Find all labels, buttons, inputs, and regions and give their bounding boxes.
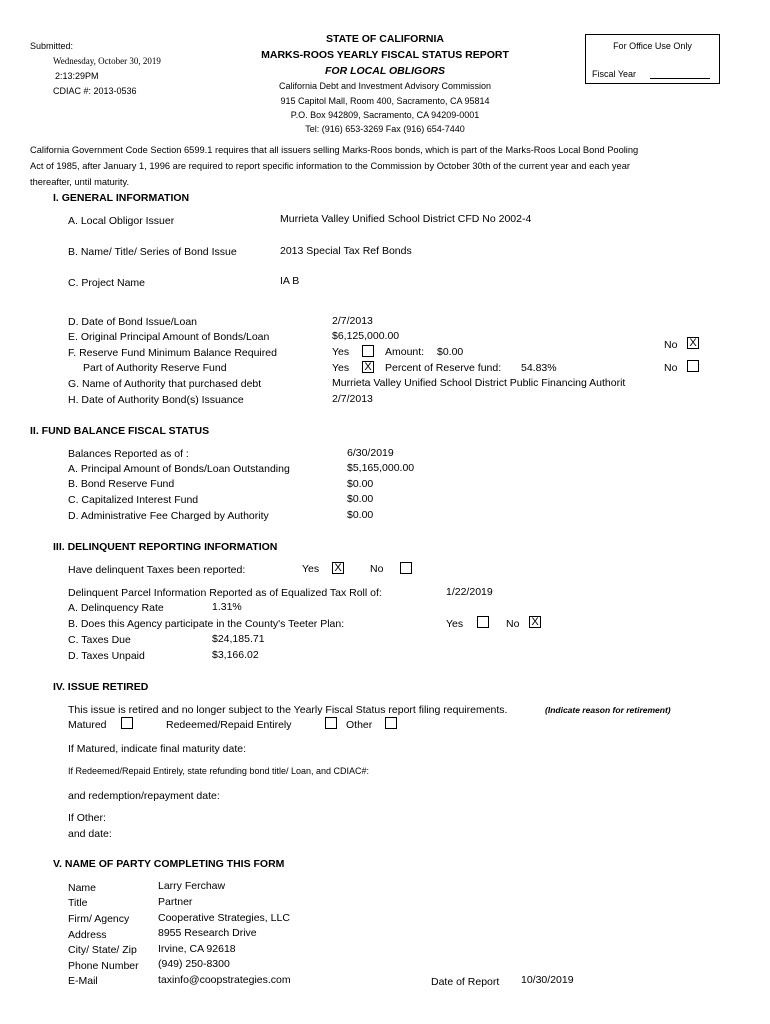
general-b-value: 2013 Special Tax Ref Bonds	[280, 245, 412, 257]
party-email-label: E-Mail	[68, 975, 98, 987]
fiscal-year-line	[650, 78, 710, 79]
fund-as-of-label: Balances Reported as of :	[68, 448, 189, 460]
general-g-value: Murrieta Valley Unified School District Public Financing Authorit	[332, 377, 626, 389]
fund-d-value: $0.00	[347, 509, 374, 521]
fund-b-label: B. Bond Reserve Fund	[68, 478, 175, 490]
delinquent-c-label: C. Taxes Due	[68, 634, 131, 646]
retired-redemption-date-label: and redemption/repayment date:	[68, 790, 220, 802]
party-address-value: 8955 Research Drive	[158, 927, 257, 939]
party-firm-value: Cooperative Strategies, LLC	[158, 912, 290, 924]
party-email-value: taxinfo@coopstrategies.com	[158, 974, 291, 986]
submitted-date: Wednesday, October 30, 2019	[53, 56, 161, 66]
party-city-label: City/ State/ Zip	[68, 944, 137, 956]
fund-as-of-value: 6/30/2019	[347, 447, 394, 459]
fund-b-value: $0.00	[347, 478, 374, 490]
general-f2-yes-label: Yes	[332, 362, 350, 374]
delinquent-c-value: $24,185.71	[212, 633, 265, 645]
general-f-yes-checkbox[interactable]	[362, 345, 374, 357]
party-name-value: Larry Ferchaw	[158, 880, 226, 892]
fund-a-value: $5,165,000.00	[347, 462, 415, 474]
section-party-title: V. NAME OF PARTY COMPLETING THIS FORM	[53, 858, 285, 870]
cdiac-number: CDIAC #: 2013-0536	[53, 86, 137, 96]
delinquent-a-value: 1.31%	[212, 601, 242, 613]
delinquent-roll-label: Delinquent Parcel Information Reported as of Equalized Tax Roll of:	[68, 587, 382, 599]
fund-c-label: C. Capitalized Interest Fund	[68, 494, 199, 506]
general-f2-percent-value: 54.83%	[521, 362, 557, 374]
general-f-amount-label: Amount:	[385, 346, 425, 358]
general-h-label: H. Date of Authority Bond(s) Issuance	[68, 394, 244, 406]
retired-note: (Indicate reason for retirement)	[545, 705, 671, 715]
general-f-label: F. Reserve Fund Minimum Balance Required	[68, 347, 277, 359]
intro-paragraph: California Government Code Section 6599.1 requires that all issuers selling Marks-Roos bonds, which is part of the Marks-Roos Local Bond Pooling Act of 1985, after January 1, 1996 are required to report specific information to the Commission by October 30th of the current year and each year thereafter, until maturity.	[30, 145, 639, 187]
general-a-label: A. Local Obligor Issuer	[68, 215, 175, 227]
header-address: 915 Capitol Mall, Room 400, Sacramento, CA 95814	[280, 96, 490, 106]
party-firm-label: Firm/ Agency	[68, 913, 130, 925]
delinquent-yes-label: Yes	[302, 563, 320, 575]
submitted-label: Submitted:	[30, 41, 74, 51]
header-phone: Tel: (916) 653-3269 Fax (916) 654-7440	[305, 124, 465, 134]
delinquent-b-yes-checkbox[interactable]	[477, 616, 489, 628]
header-report-title: MARKS-ROOS YEARLY FISCAL STATUS REPORT	[261, 49, 509, 61]
general-e-label: E. Original Principal Amount of Bonds/Loan	[68, 331, 270, 343]
retired-redeemed-label: Redeemed/Repaid Entirely	[166, 719, 292, 731]
general-f2-label: Part of Authority Reserve Fund	[83, 362, 227, 374]
header-agency: California Debt and Investment Advisory Commission	[278, 81, 492, 91]
delinquent-d-value: $3,166.02	[212, 649, 259, 661]
general-f-yes-label: Yes	[332, 346, 350, 358]
header-pobox: P.O. Box 942809, Sacramento, CA 94209-0001	[290, 110, 480, 120]
section-delinquent-title: III. DELINQUENT REPORTING INFORMATION	[53, 541, 278, 553]
delinquent-b-no-label: No	[506, 618, 520, 630]
retired-matured-date-label: If Matured, indicate final maturity date:	[68, 743, 247, 755]
delinquent-roll-value: 1/22/2019	[446, 586, 493, 598]
general-g-label: G. Name of Authority that purchased debt	[68, 378, 262, 390]
delinquent-b-label: B. Does this Agency participate in the County's Teeter Plan:	[68, 618, 345, 630]
general-a-value: Murrieta Valley Unified School District CFD No 2002-4	[280, 213, 532, 225]
party-title-value: Partner	[158, 896, 193, 908]
party-phone-label: Phone Number	[68, 960, 139, 972]
report-date-label: Date of Report	[431, 976, 500, 988]
header-subtitle: FOR LOCAL OBLIGORS	[325, 65, 445, 77]
section-fund-title: II. FUND BALANCE FISCAL STATUS	[30, 425, 210, 437]
party-title-label: Title	[68, 897, 88, 909]
office-use-title: For Office Use Only	[613, 41, 692, 51]
retired-matured-label: Matured	[68, 719, 107, 731]
delinquent-d-label: D. Taxes Unpaid	[68, 650, 145, 662]
fund-a-label: A. Principal Amount of Bonds/Loan Outstanding	[68, 463, 290, 475]
delinquent-a-label: A. Delinquency Rate	[68, 602, 164, 614]
general-f2-no-label: No	[664, 362, 678, 374]
general-f2-percent-label: Percent of Reserve fund:	[385, 362, 502, 374]
party-address-label: Address	[68, 929, 107, 941]
party-city-value: Irvine, CA 92618	[158, 943, 236, 955]
report-date-value: 10/30/2019	[521, 974, 574, 986]
retired-other-checkbox[interactable]	[385, 717, 397, 729]
general-b-label: B. Name/ Title/ Series of Bond Issue	[68, 246, 237, 258]
delinquent-no-checkbox[interactable]	[400, 562, 412, 574]
section-general-title: I. GENERAL INFORMATION	[53, 192, 190, 204]
section-retired-title: IV. ISSUE RETIRED	[53, 681, 149, 693]
general-d-label: D. Date of Bond Issue/Loan	[68, 316, 197, 328]
fund-d-label: D. Administrative Fee Charged by Authority	[68, 510, 269, 522]
general-e-value: $6,125,000.00	[332, 330, 400, 342]
retired-redeemed-checkbox[interactable]	[325, 717, 337, 729]
header-state: STATE OF CALIFORNIA	[325, 33, 445, 45]
party-phone-value: (949) 250-8300	[158, 958, 230, 970]
office-use-box	[585, 34, 720, 84]
fund-c-value: $0.00	[347, 493, 374, 505]
general-f-no-checkbox[interactable]: X	[687, 337, 699, 349]
general-f-no-label: No	[664, 339, 678, 351]
delinquent-b-no-checkbox[interactable]: X	[529, 616, 541, 628]
general-c-value: IA B	[280, 275, 300, 287]
general-f-amount-value: $0.00	[437, 346, 464, 358]
retired-text: This issue is retired and no longer subject to the Yearly Fiscal Status report filing requirements.	[68, 704, 508, 716]
general-f2-yes-checkbox[interactable]: X	[362, 361, 374, 373]
general-h-value: 2/7/2013	[332, 393, 373, 405]
fiscal-year-label: Fiscal Year	[592, 69, 637, 79]
delinquent-b-yes-label: Yes	[446, 618, 464, 630]
retired-if-other-label: If Other:	[68, 812, 106, 824]
retired-matured-checkbox[interactable]	[121, 717, 133, 729]
delinquent-reported-label: Have delinquent Taxes been reported:	[68, 564, 246, 576]
delinquent-yes-checkbox[interactable]: X	[332, 562, 344, 574]
general-d-value: 2/7/2013	[332, 315, 373, 327]
delinquent-no-label: No	[370, 563, 384, 575]
submitted-time: 2:13:29PM	[55, 71, 99, 81]
retired-other-label: Other	[346, 719, 373, 731]
general-c-label: C. Project Name	[68, 277, 146, 289]
retired-redeemed-info-label: If Redeemed/Repaid Entirely, state refunding bond title/ Loan, and CDIAC#:	[68, 766, 370, 776]
retired-and-date-label: and date:	[68, 828, 112, 840]
general-f2-no-checkbox[interactable]	[687, 360, 699, 372]
party-name-label: Name	[68, 882, 97, 894]
